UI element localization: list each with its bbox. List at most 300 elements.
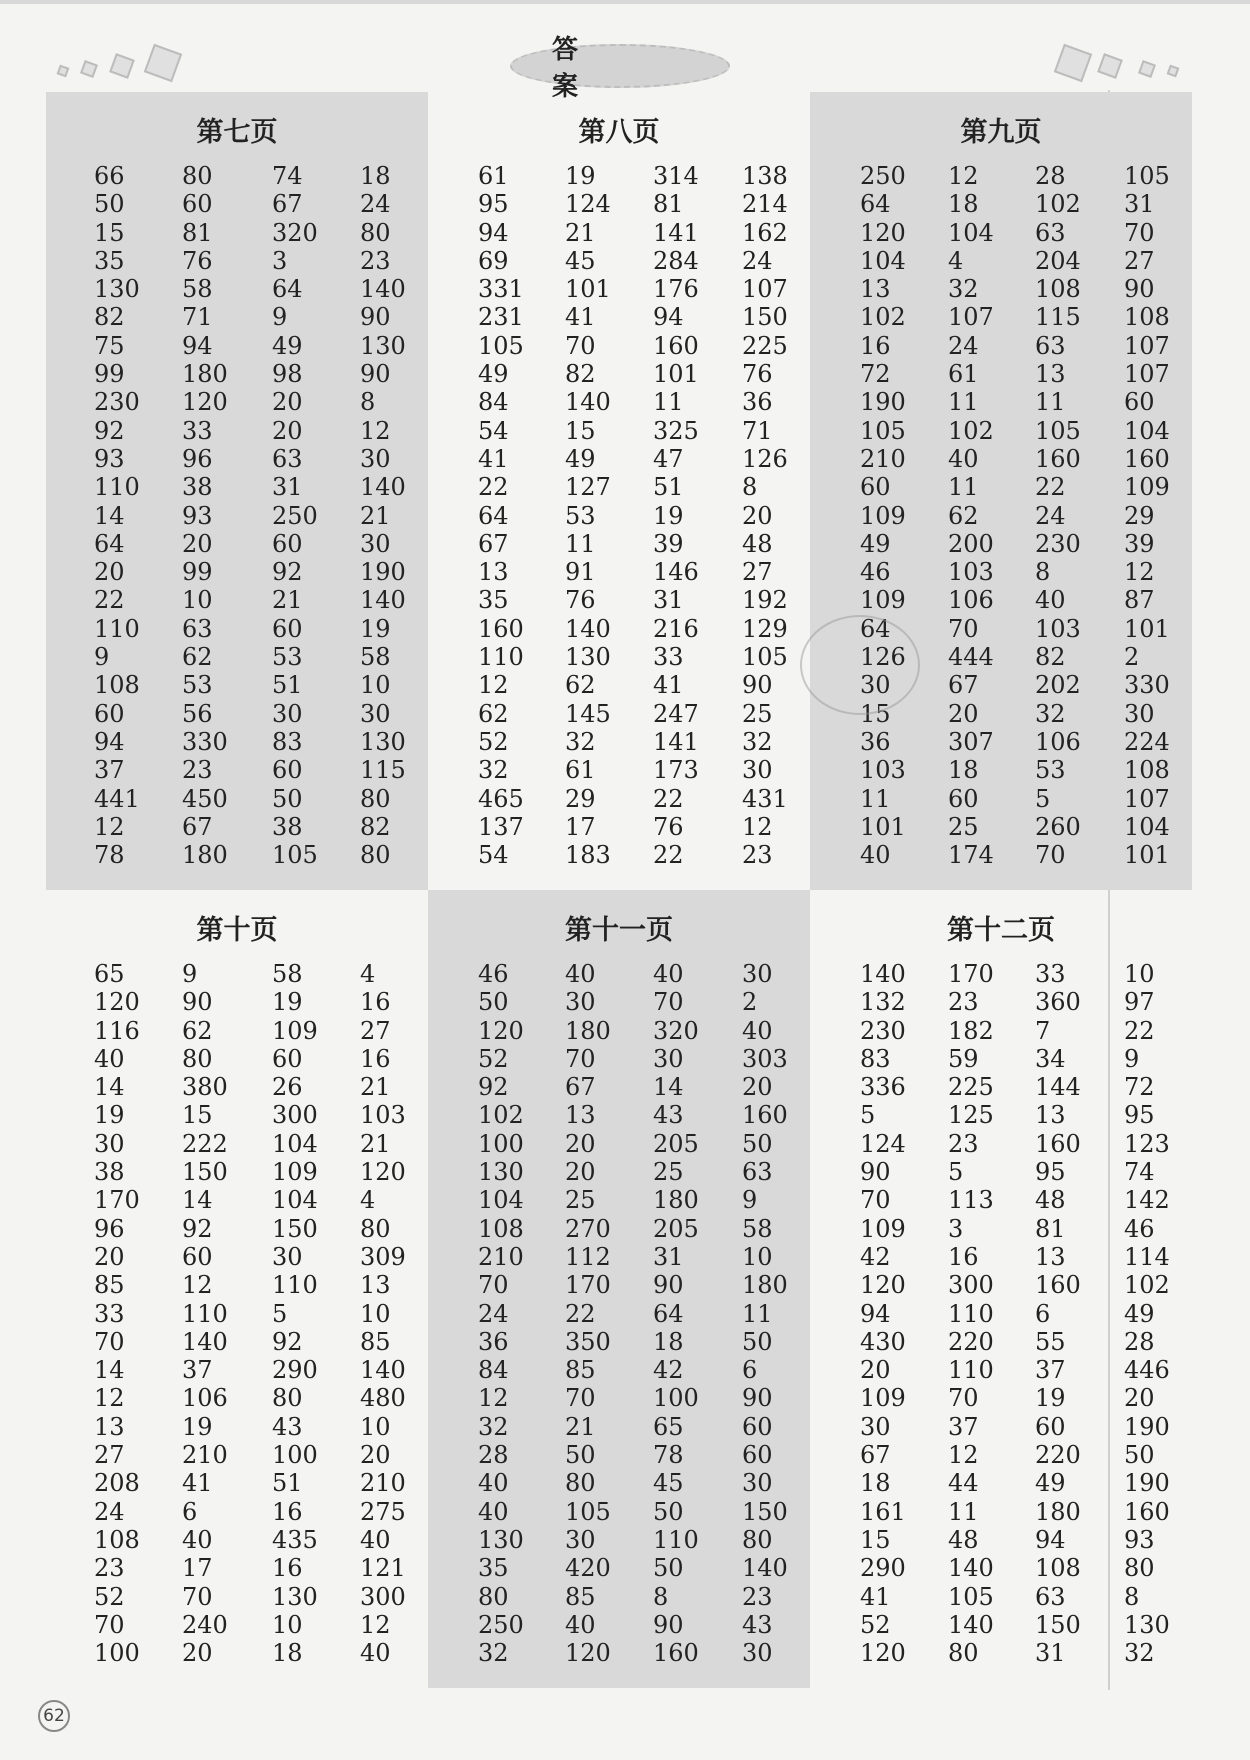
answer-value: 105 xyxy=(1124,162,1170,190)
panel-title: 第七页 xyxy=(196,117,278,148)
answer-value: 110 xyxy=(948,1356,994,1385)
answer-value: 13 xyxy=(860,275,891,304)
answer-value: 44 xyxy=(948,1469,979,1498)
answer-value: 19 xyxy=(653,501,684,530)
answer-value: 83 xyxy=(860,1044,891,1073)
answer-value: 45 xyxy=(565,246,596,275)
answer-value: 14 xyxy=(94,501,125,530)
answer-value: 90 xyxy=(360,360,391,389)
answer-value: 41 xyxy=(182,1469,213,1498)
answer-value: 300 xyxy=(360,1582,406,1611)
answer-column xyxy=(182,162,228,869)
answer-value: 120 xyxy=(182,388,228,417)
answer-value: 19 xyxy=(94,1101,125,1130)
answer-value: 99 xyxy=(182,558,213,587)
answer-value: 170 xyxy=(565,1271,611,1300)
answer-value: 132 xyxy=(860,988,906,1017)
answer-value: 60 xyxy=(272,529,303,558)
answer-value: 320 xyxy=(653,1016,699,1045)
answer-value: 70 xyxy=(948,1384,979,1413)
answer-value: 37 xyxy=(1035,1356,1066,1385)
panel-title: 第九页 xyxy=(960,117,1042,148)
answer-value: 62 xyxy=(182,643,213,672)
answer-value: 10 xyxy=(272,1610,303,1639)
answer-value: 43 xyxy=(272,1412,303,1441)
answer-value: 480 xyxy=(360,1384,406,1413)
answer-value: 18 xyxy=(948,190,979,219)
answer-value: 330 xyxy=(182,727,228,756)
answer-value: 103 xyxy=(948,558,994,587)
answer-value: 40 xyxy=(948,444,979,473)
answer-value: 9 xyxy=(272,303,288,332)
answer-value: 94 xyxy=(860,1299,891,1328)
answer-panel-page9 xyxy=(810,92,1192,890)
answer-value: 20 xyxy=(565,1129,596,1158)
answer-value: 40 xyxy=(653,960,684,988)
answer-value: 50 xyxy=(1124,1441,1155,1470)
answer-value: 50 xyxy=(653,1554,684,1583)
answer-value: 60 xyxy=(94,699,125,728)
answer-value: 71 xyxy=(182,303,213,332)
answer-value: 146 xyxy=(653,558,699,587)
answer-value: 162 xyxy=(742,218,788,247)
answer-value: 431 xyxy=(742,784,788,813)
answer-value: 210 xyxy=(360,1469,406,1498)
answer-value: 39 xyxy=(1124,529,1155,558)
answer-value: 46 xyxy=(478,960,509,988)
answer-value: 50 xyxy=(565,1441,596,1470)
answer-value: 8 xyxy=(742,473,758,502)
answer-value: 6 xyxy=(1035,1299,1051,1328)
answer-value: 12 xyxy=(360,1610,391,1639)
answer-value: 109 xyxy=(860,1214,906,1243)
answer-value: 63 xyxy=(272,444,303,473)
answer-value: 9 xyxy=(1124,1044,1140,1073)
answer-value: 38 xyxy=(94,1158,125,1187)
answer-value: 8 xyxy=(360,388,376,417)
answer-value: 70 xyxy=(565,1384,596,1413)
answer-value: 33 xyxy=(653,643,684,672)
answer-value: 210 xyxy=(182,1441,228,1470)
answer-value: 5 xyxy=(1035,784,1051,813)
answer-value: 110 xyxy=(948,1299,994,1328)
answer-value: 20 xyxy=(860,1356,891,1385)
answer-value: 109 xyxy=(272,1158,318,1187)
page-number: 62 xyxy=(38,1700,70,1732)
answer-value: 210 xyxy=(860,444,906,473)
answer-value: 48 xyxy=(1035,1186,1066,1215)
answer-value: 325 xyxy=(653,416,699,445)
answer-value: 30 xyxy=(1124,699,1155,728)
answer-value: 160 xyxy=(653,331,699,360)
answer-value: 80 xyxy=(360,784,391,813)
answer-value: 21 xyxy=(565,1412,596,1441)
answer-value: 112 xyxy=(565,1242,611,1271)
answer-value: 39 xyxy=(653,529,684,558)
answer-value: 20 xyxy=(1124,1384,1155,1413)
answer-value: 70 xyxy=(1124,218,1155,247)
answer-value: 19 xyxy=(565,162,596,190)
answer-value: 115 xyxy=(1035,303,1081,332)
answer-value: 18 xyxy=(272,1639,303,1668)
answer-value: 10 xyxy=(1124,960,1155,988)
answer-value: 12 xyxy=(360,416,391,445)
answer-value: 75 xyxy=(94,331,125,360)
answer-value: 50 xyxy=(742,1129,773,1158)
answer-value: 54 xyxy=(478,416,509,445)
answer-value: 205 xyxy=(653,1129,699,1158)
answer-value: 25 xyxy=(948,812,979,841)
answer-column xyxy=(565,960,611,1667)
answer-value: 45 xyxy=(653,1469,684,1498)
answer-value: 180 xyxy=(182,360,228,389)
answer-value: 85 xyxy=(565,1582,596,1611)
answer-value: 85 xyxy=(565,1356,596,1385)
answer-value: 72 xyxy=(1124,1073,1155,1102)
answer-value: 40 xyxy=(565,960,596,988)
answer-value: 13 xyxy=(360,1271,391,1300)
answer-value: 63 xyxy=(182,614,213,643)
answer-value: 144 xyxy=(1035,1073,1081,1102)
answer-value: 300 xyxy=(272,1101,318,1130)
answer-value: 62 xyxy=(182,1016,213,1045)
answer-value: 104 xyxy=(272,1186,318,1215)
answer-value: 40 xyxy=(478,1497,509,1526)
answer-value: 102 xyxy=(478,1101,524,1130)
answer-value: 52 xyxy=(478,1044,509,1073)
answer-value: 190 xyxy=(360,558,406,587)
answer-value: 11 xyxy=(742,1299,773,1328)
answer-value: 140 xyxy=(565,614,611,643)
answer-value: 23 xyxy=(948,1129,979,1158)
answer-value: 63 xyxy=(742,1158,773,1187)
answer-value: 42 xyxy=(653,1356,684,1385)
answer-value: 300 xyxy=(948,1271,994,1300)
answer-value: 80 xyxy=(948,1639,979,1668)
answer-value: 27 xyxy=(94,1441,125,1470)
answer-value: 80 xyxy=(360,218,391,247)
answer-value: 24 xyxy=(1035,501,1066,530)
answer-panel-page8 xyxy=(428,92,810,890)
answer-value: 70 xyxy=(1035,841,1066,870)
answer-value: 6 xyxy=(182,1497,198,1526)
answer-value: 124 xyxy=(860,1129,906,1158)
answer-column xyxy=(860,162,906,869)
answer-value: 105 xyxy=(565,1497,611,1526)
answer-value: 48 xyxy=(948,1525,979,1554)
answer-value: 80 xyxy=(360,1214,391,1243)
answer-value: 27 xyxy=(1124,246,1155,275)
answer-value: 85 xyxy=(94,1271,125,1300)
answer-value: 25 xyxy=(653,1158,684,1187)
answer-value: 25 xyxy=(565,1186,596,1215)
answer-value: 19 xyxy=(272,988,303,1017)
answer-value: 150 xyxy=(742,1497,788,1526)
answer-value: 80 xyxy=(182,162,213,190)
answer-value: 160 xyxy=(1035,444,1081,473)
answer-value: 140 xyxy=(565,388,611,417)
answer-value: 41 xyxy=(860,1582,891,1611)
answer-value: 81 xyxy=(653,190,684,219)
answer-value: 93 xyxy=(94,444,125,473)
answer-value: 2 xyxy=(1124,643,1140,672)
answer-value: 130 xyxy=(478,1525,524,1554)
answer-value: 90 xyxy=(860,1158,891,1187)
decor-square xyxy=(57,65,70,78)
answer-value: 50 xyxy=(272,784,303,813)
answer-value: 46 xyxy=(860,558,891,587)
answer-value: 48 xyxy=(742,529,773,558)
answer-column xyxy=(182,960,228,1667)
answer-value: 140 xyxy=(742,1554,788,1583)
answer-value: 110 xyxy=(272,1271,318,1300)
answer-value: 180 xyxy=(182,841,228,870)
answer-value: 49 xyxy=(1124,1299,1155,1328)
answer-value: 90 xyxy=(653,1271,684,1300)
answer-value: 104 xyxy=(1124,812,1170,841)
answer-column xyxy=(860,960,906,1667)
answer-value: 12 xyxy=(948,162,979,190)
answer-value: 31 xyxy=(653,586,684,615)
answer-value: 56 xyxy=(182,699,213,728)
answer-value: 11 xyxy=(1035,388,1066,417)
answer-value: 32 xyxy=(948,275,979,304)
answer-value: 102 xyxy=(1035,190,1081,219)
answer-value: 10 xyxy=(182,586,213,615)
answer-value: 76 xyxy=(565,586,596,615)
answer-value: 95 xyxy=(1124,1101,1155,1130)
answer-value: 92 xyxy=(272,558,303,587)
answer-value: 2 xyxy=(742,988,758,1017)
answer-value: 60 xyxy=(1035,1412,1066,1441)
answer-value: 102 xyxy=(948,416,994,445)
answer-value: 97 xyxy=(1124,988,1155,1017)
answer-value: 35 xyxy=(478,1554,509,1583)
answer-value: 101 xyxy=(860,812,906,841)
answer-value: 150 xyxy=(272,1214,318,1243)
answer-value: 12 xyxy=(182,1271,213,1300)
answer-value: 15 xyxy=(860,1525,891,1554)
answer-value: 160 xyxy=(1035,1129,1081,1158)
answer-value: 3 xyxy=(272,246,288,275)
answer-value: 16 xyxy=(272,1497,303,1526)
answer-value: 220 xyxy=(948,1327,994,1356)
answer-value: 66 xyxy=(94,162,125,190)
answer-value: 108 xyxy=(1124,756,1170,785)
answer-value: 102 xyxy=(860,303,906,332)
answer-value: 250 xyxy=(478,1610,524,1639)
answer-value: 105 xyxy=(1035,416,1081,445)
answer-value: 30 xyxy=(860,671,891,700)
answer-value: 18 xyxy=(948,756,979,785)
answer-value: 67 xyxy=(565,1073,596,1102)
answer-value: 61 xyxy=(478,162,509,190)
answer-value: 27 xyxy=(742,558,773,587)
answer-value: 40 xyxy=(360,1525,391,1554)
answer-value: 70 xyxy=(182,1582,213,1611)
answer-value: 13 xyxy=(1035,1101,1066,1130)
answer-value: 108 xyxy=(94,671,140,700)
answer-value: 32 xyxy=(1035,699,1066,728)
answer-value: 109 xyxy=(860,501,906,530)
answer-value: 22 xyxy=(653,784,684,813)
answer-value: 20 xyxy=(948,699,979,728)
answer-value: 22 xyxy=(565,1299,596,1328)
answer-value: 12 xyxy=(94,812,125,841)
answer-value: 127 xyxy=(565,473,611,502)
answer-value: 10 xyxy=(360,1412,391,1441)
answer-value: 58 xyxy=(360,643,391,672)
answer-value: 8 xyxy=(653,1582,669,1611)
answer-value: 74 xyxy=(1124,1158,1155,1187)
answer-value: 15 xyxy=(182,1101,213,1130)
answer-value: 180 xyxy=(653,1186,699,1215)
answer-value: 130 xyxy=(94,275,140,304)
answer-value: 99 xyxy=(94,360,125,389)
answer-value: 19 xyxy=(1035,1384,1066,1413)
answer-value: 216 xyxy=(653,614,699,643)
answer-value: 60 xyxy=(182,1242,213,1271)
answer-value: 92 xyxy=(182,1214,213,1243)
answer-value: 94 xyxy=(94,727,125,756)
answer-value: 9 xyxy=(742,1186,758,1215)
answer-value: 446 xyxy=(1124,1356,1170,1385)
answer-value: 380 xyxy=(182,1073,228,1102)
answer-value: 15 xyxy=(94,218,125,247)
answer-value: 23 xyxy=(948,988,979,1017)
answer-column xyxy=(94,960,140,1667)
answer-value: 69 xyxy=(478,246,509,275)
answer-value: 63 xyxy=(1035,331,1066,360)
answer-column xyxy=(1035,960,1081,1667)
answer-value: 105 xyxy=(860,416,906,445)
answer-value: 101 xyxy=(653,360,699,389)
answer-value: 110 xyxy=(478,643,524,672)
answer-value: 12 xyxy=(478,671,509,700)
answer-value: 70 xyxy=(948,614,979,643)
answer-value: 52 xyxy=(478,727,509,756)
answer-value: 12 xyxy=(1124,558,1155,587)
answer-value: 21 xyxy=(565,218,596,247)
answer-value: 51 xyxy=(653,473,684,502)
answer-value: 250 xyxy=(272,501,318,530)
answer-value: 101 xyxy=(1124,614,1170,643)
answer-value: 9 xyxy=(182,960,198,988)
answer-value: 55 xyxy=(1035,1327,1066,1356)
answer-value: 5 xyxy=(860,1101,876,1130)
answer-value: 35 xyxy=(94,246,125,275)
answer-value: 450 xyxy=(182,784,228,813)
answer-value: 140 xyxy=(360,1356,406,1385)
answer-value: 150 xyxy=(182,1158,228,1187)
answer-value: 17 xyxy=(565,812,596,841)
answer-value: 20 xyxy=(182,529,213,558)
answer-value: 290 xyxy=(272,1356,318,1385)
answer-value: 82 xyxy=(94,303,125,332)
answer-value: 250 xyxy=(860,162,906,190)
answer-value: 140 xyxy=(948,1554,994,1583)
answer-column xyxy=(360,162,406,869)
answer-value: 110 xyxy=(653,1525,699,1554)
answer-value: 104 xyxy=(1124,416,1170,445)
answer-value: 30 xyxy=(565,1525,596,1554)
answer-value: 120 xyxy=(860,1271,906,1300)
answer-column xyxy=(1124,960,1170,1667)
answer-value: 222 xyxy=(182,1129,228,1158)
answer-value: 30 xyxy=(360,699,391,728)
answer-value: 109 xyxy=(860,586,906,615)
answer-value: 160 xyxy=(1124,444,1170,473)
answer-value: 160 xyxy=(1124,1497,1170,1526)
answer-value: 10 xyxy=(742,1242,773,1271)
answer-value: 124 xyxy=(565,190,611,219)
answer-value: 105 xyxy=(272,841,318,870)
answer-value: 17 xyxy=(182,1554,213,1583)
answer-value: 72 xyxy=(860,360,891,389)
answer-value: 60 xyxy=(272,614,303,643)
answer-value: 54 xyxy=(478,841,509,870)
answer-value: 60 xyxy=(742,1441,773,1470)
answer-value: 142 xyxy=(1124,1186,1170,1215)
answer-column xyxy=(1035,162,1081,869)
answer-value: 49 xyxy=(1035,1469,1066,1498)
answer-value: 67 xyxy=(478,529,509,558)
answer-value: 220 xyxy=(1035,1441,1081,1470)
answer-value: 465 xyxy=(478,784,524,813)
answer-value: 161 xyxy=(860,1497,906,1526)
answer-value: 11 xyxy=(653,388,684,417)
answer-value: 104 xyxy=(272,1129,318,1158)
answer-value: 84 xyxy=(478,1356,509,1385)
answer-value: 137 xyxy=(478,812,524,841)
answer-value: 120 xyxy=(860,218,906,247)
answer-value: 230 xyxy=(94,388,140,417)
answer-value: 22 xyxy=(1124,1016,1155,1045)
answer-value: 58 xyxy=(272,960,303,988)
answer-value: 76 xyxy=(653,812,684,841)
answer-value: 141 xyxy=(653,218,699,247)
answer-value: 62 xyxy=(565,671,596,700)
answer-value: 192 xyxy=(742,586,788,615)
answer-value: 29 xyxy=(1124,501,1155,530)
answer-value: 81 xyxy=(182,218,213,247)
answer-value: 30 xyxy=(742,1469,773,1498)
answer-value: 31 xyxy=(1124,190,1155,219)
answer-value: 21 xyxy=(360,501,391,530)
answer-value: 247 xyxy=(653,699,699,728)
answer-value: 53 xyxy=(272,643,303,672)
answer-value: 31 xyxy=(653,1242,684,1271)
answer-column xyxy=(948,960,994,1667)
answer-value: 126 xyxy=(860,643,906,672)
answer-value: 93 xyxy=(182,501,213,530)
answer-value: 108 xyxy=(1035,275,1081,304)
answer-value: 160 xyxy=(742,1101,788,1130)
answer-value: 52 xyxy=(860,1610,891,1639)
answer-column xyxy=(94,162,140,869)
answer-value: 34 xyxy=(1035,1044,1066,1073)
answer-value: 61 xyxy=(948,360,979,389)
decor-square xyxy=(1138,60,1156,78)
answer-value: 40 xyxy=(94,1044,125,1073)
answer-value: 70 xyxy=(94,1610,125,1639)
answer-value: 42 xyxy=(860,1242,891,1271)
answer-value: 23 xyxy=(360,246,391,275)
answer-value: 35 xyxy=(478,586,509,615)
answer-value: 36 xyxy=(742,388,773,417)
answer-value: 182 xyxy=(948,1016,994,1045)
answer-value: 90 xyxy=(742,671,773,700)
